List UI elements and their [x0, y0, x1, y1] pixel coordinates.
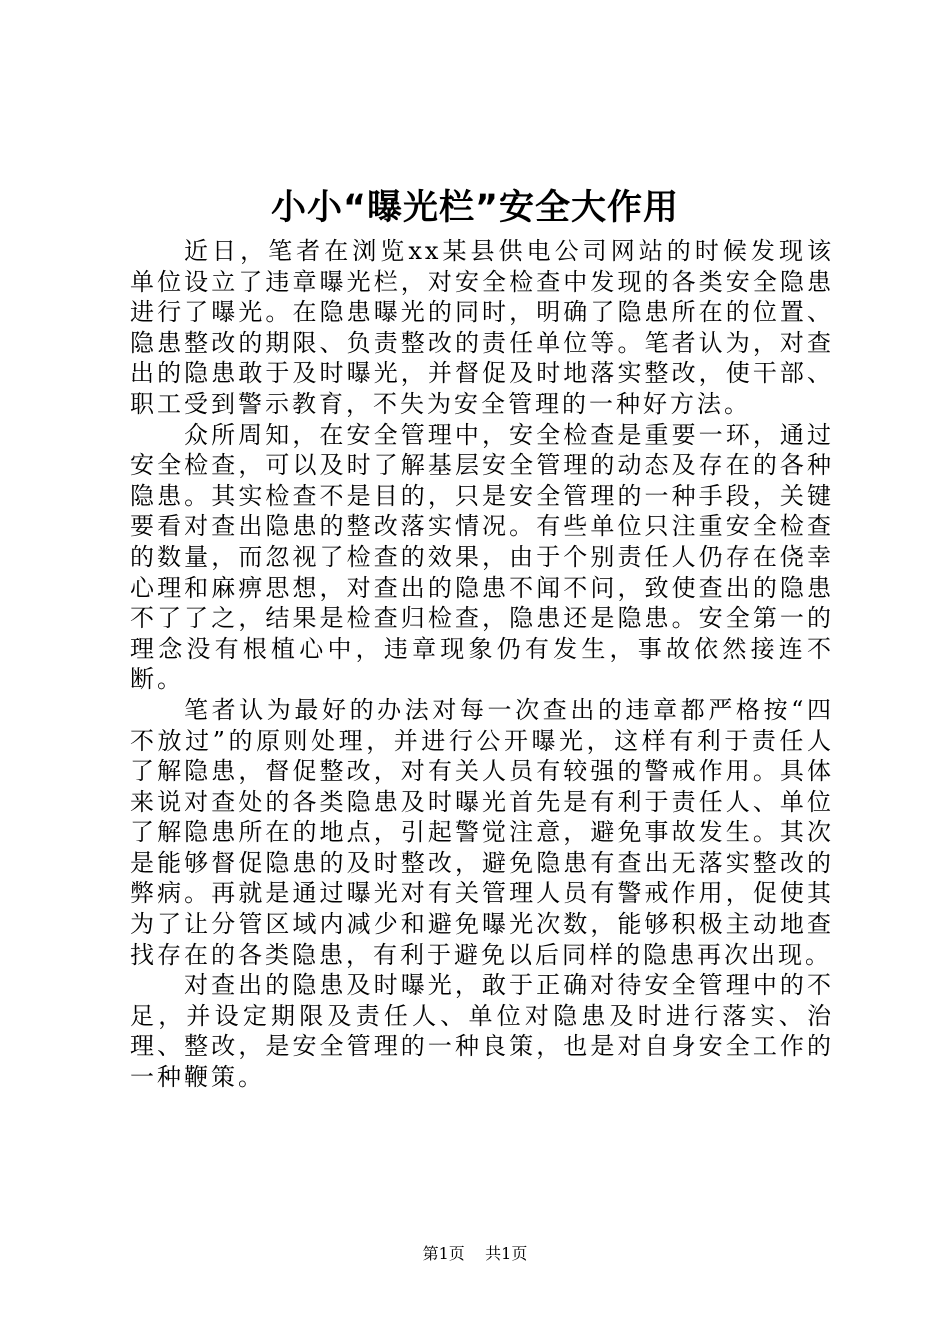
paragraph-3: 笔者认为最好的办法对每一次查出的违章都严格按“四不放过”的原则处理，并进行公开曝光，这样有利于责任人了解隐患，督促整改，对有关人员有较强的警戒作用。具体来说对查处的各类隐患及时曝光首先是有利于责任人、单位了解隐患所在的地点，引起警觉注意，避免事故发生。其次是能够督促隐患的及时整改，避免隐患有查出无落实整改的弊病。再就是通过曝光对有关管理人员有警戒作用，促使其为了让分管区域内减少和避免曝光次数，能够积极主动地查找存在的各类隐患，有利于避免以后同样的隐患再次出现。 [130, 695, 834, 969]
page-number: 第1页 [422, 1244, 465, 1263]
paragraph-4: 对查出的隐患及时曝光，敢于正确对待安全管理中的不足，并设定期限及责任人、单位对隐患及时进行落实、治理、整改，是安全管理的一种良策，也是对自身安全工作的一种鞭策。 [130, 971, 834, 1092]
page-footer [0, 1244, 950, 1264]
footer-spacer [470, 1244, 480, 1263]
document-body [130, 236, 834, 1093]
paragraph-2: 众所周知，在安全管理中，安全检查是重要一环，通过安全检查，可以及时了解基层安全管理的动态及存在的各种隐患。其实检查不是目的，只是安全管理的一种手段，关键要看对查出隐患的整改落实情况。有些单位只注重安全检查的数量，而忽视了检查的效果，由于个别责任人仍存在侥幸心理和麻痹思想，对查出的隐患不闻不问，致使查出的隐患不了了之，结果是检查归检查，隐患还是隐患。安全第一的理念没有根植心中，违章现象仍有发生，事故依然接连不断。 [130, 420, 834, 694]
page-total: 共1页 [485, 1244, 528, 1263]
document-title: 小小“曝光栏”安全大作用 [270, 188, 679, 228]
paragraph-1: 近日，笔者在浏览xx某县供电公司网站的时候发现该单位设立了违章曝光栏，对安全检查中发现的各类安全隐患进行了曝光。在隐患曝光的同时，明确了隐患所在的位置、隐患整改的期限、负责整改的责任单位等。笔者认为，对查出的隐患敢于及时曝光，并督促及时地落实整改，使干部、职工受到警示教育，不失为安全管理的一种好方法。 [130, 237, 834, 418]
